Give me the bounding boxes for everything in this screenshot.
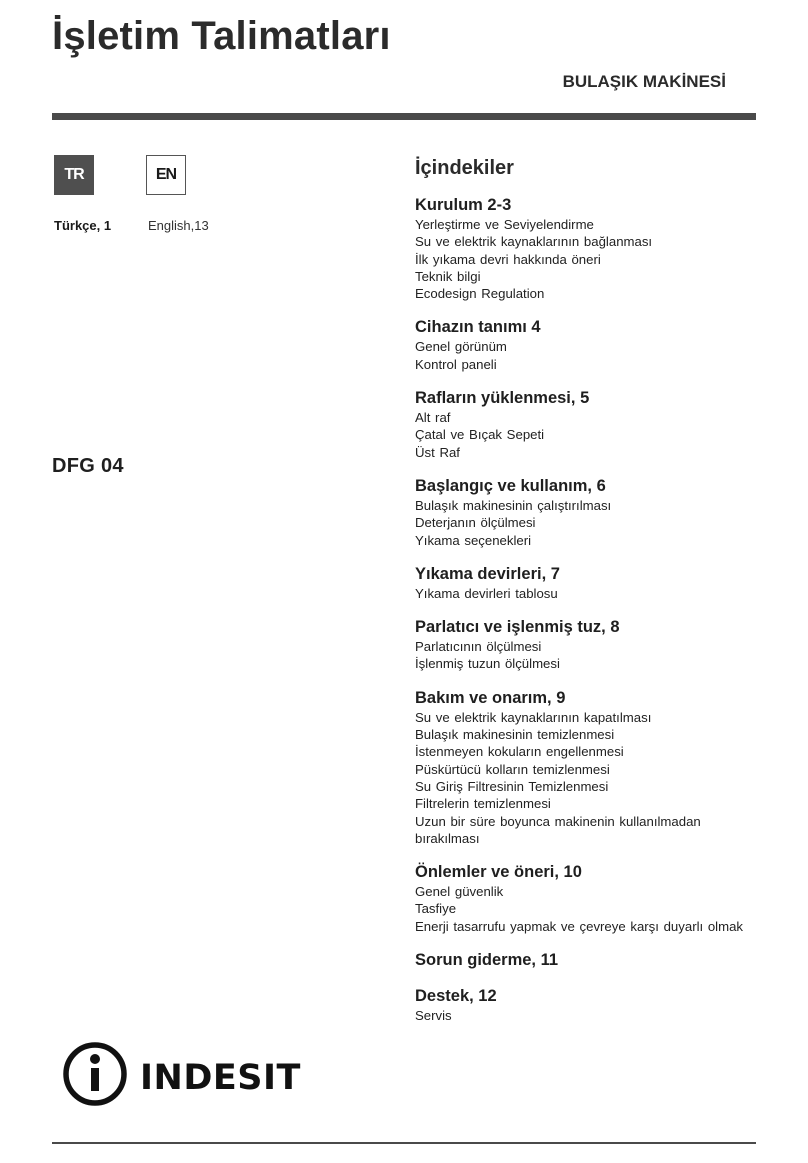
toc-item[interactable]: Kontrol paneli: [415, 356, 497, 372]
indesit-logo-icon: [62, 1040, 312, 1108]
toc-item[interactable]: Deterjanın ölçülmesi: [415, 515, 536, 531]
toc-section: [415, 564, 755, 602]
toc-item[interactable]: Bulaşık makinesinin çalıştırılması: [415, 497, 612, 513]
model-number: DFG 04: [52, 455, 124, 477]
toc-section-heading[interactable]: Destek, 12: [415, 987, 497, 1006]
page-title: İşletim Talimatları: [52, 14, 391, 58]
toc-item[interactable]: Çatal ve Bıçak Sepeti: [415, 427, 545, 443]
toc-item[interactable]: Püskürtücü kolların temizlenmesi: [415, 761, 610, 777]
toc-item[interactable]: İşlenmiş tuzun ölçülmesi: [415, 656, 560, 672]
toc-item[interactable]: Enerji tasarrufu yapmak ve çevreye karşı duyarlı olmak: [415, 918, 744, 934]
toc-item[interactable]: Yıkama devirleri tablosu: [415, 585, 558, 601]
toc-section-heading[interactable]: Kurulum 2-3: [415, 196, 512, 214]
toc-item[interactable]: Genel görünüm: [415, 339, 507, 355]
toc-section: [415, 476, 755, 549]
toc-section: [415, 388, 755, 461]
toc-section-heading[interactable]: Başlangıç ve kullanım, 6: [415, 476, 606, 495]
toc-item[interactable]: Su ve elektrik kaynaklarının kapatılması: [415, 709, 652, 725]
brand-wordmark: INDESIT: [140, 1058, 301, 1098]
toc-item[interactable]: Parlatıcının ölçülmesi: [415, 639, 542, 655]
footer-divider: [52, 1142, 756, 1144]
toc-section-heading[interactable]: Sorun giderme, 11: [415, 951, 559, 970]
lang-tr-badge[interactable]: TR: [54, 155, 94, 195]
toc-item[interactable]: Filtrelerin temizlenmesi: [415, 796, 551, 812]
toc-item[interactable]: Yerleştirme ve Seviyelendirme: [415, 217, 594, 232]
toc-section: [415, 317, 755, 373]
toc-item[interactable]: Üst Raf: [415, 444, 460, 460]
toc-section: [415, 195, 755, 302]
toc-section: [415, 986, 755, 1024]
toc-section-heading[interactable]: Yıkama devirleri, 7: [415, 564, 560, 583]
lang-en-badge[interactable]: EN: [146, 155, 186, 195]
toc-item[interactable]: Tasfiye: [415, 901, 457, 917]
toc-item[interactable]: Su Giriş Filtresinin Temizlenmesi: [415, 778, 609, 794]
toc-section-heading[interactable]: Cihazın tanımı 4: [415, 318, 541, 337]
toc-section-heading[interactable]: Rafların yüklenmesi, 5: [415, 389, 590, 408]
toc-section: [415, 862, 755, 935]
toc-section: [415, 617, 755, 673]
toc-item[interactable]: Su ve elektrik kaynaklarının bağlanması: [415, 234, 653, 250]
table-of-contents: [415, 157, 755, 1039]
toc-item[interactable]: İstenmeyen kokuların engellenmesi: [415, 744, 624, 760]
toc-item[interactable]: Yıkama seçenekleri: [415, 532, 532, 548]
toc-item[interactable]: Ecodesign Regulation: [415, 286, 545, 302]
toc-item[interactable]: Bulaşık makinesinin temizlenmesi: [415, 727, 615, 743]
header-divider: [52, 113, 756, 120]
toc-item[interactable]: Uzun bir süre boyunca makinenin kullanılmadan bırakılması: [415, 813, 701, 846]
toc-section-heading[interactable]: Bakım ve onarım, 9: [415, 688, 566, 707]
product-type: BULAŞIK MAKİNESİ: [562, 72, 726, 91]
lang-tr-label: Türkçe, 1: [54, 218, 112, 233]
toc-item[interactable]: Servis: [415, 1008, 452, 1024]
toc-section: [415, 950, 755, 971]
toc-section: [415, 688, 755, 847]
toc-item[interactable]: Teknik bilgi: [415, 268, 481, 284]
toc-item[interactable]: Genel güvenlik: [415, 884, 504, 900]
toc-item[interactable]: Alt raf: [415, 410, 451, 426]
toc-sections: [415, 195, 755, 1024]
toc-section-heading[interactable]: Parlatıcı ve işlenmiş tuz, 8: [415, 618, 620, 637]
lang-en-label: English,13: [148, 218, 209, 233]
toc-title: İçindekiler: [415, 157, 514, 179]
toc-item[interactable]: İlk yıkama devri hakkında öneri: [415, 251, 601, 267]
toc-section-heading[interactable]: Önlemler ve öneri, 10: [415, 863, 582, 882]
